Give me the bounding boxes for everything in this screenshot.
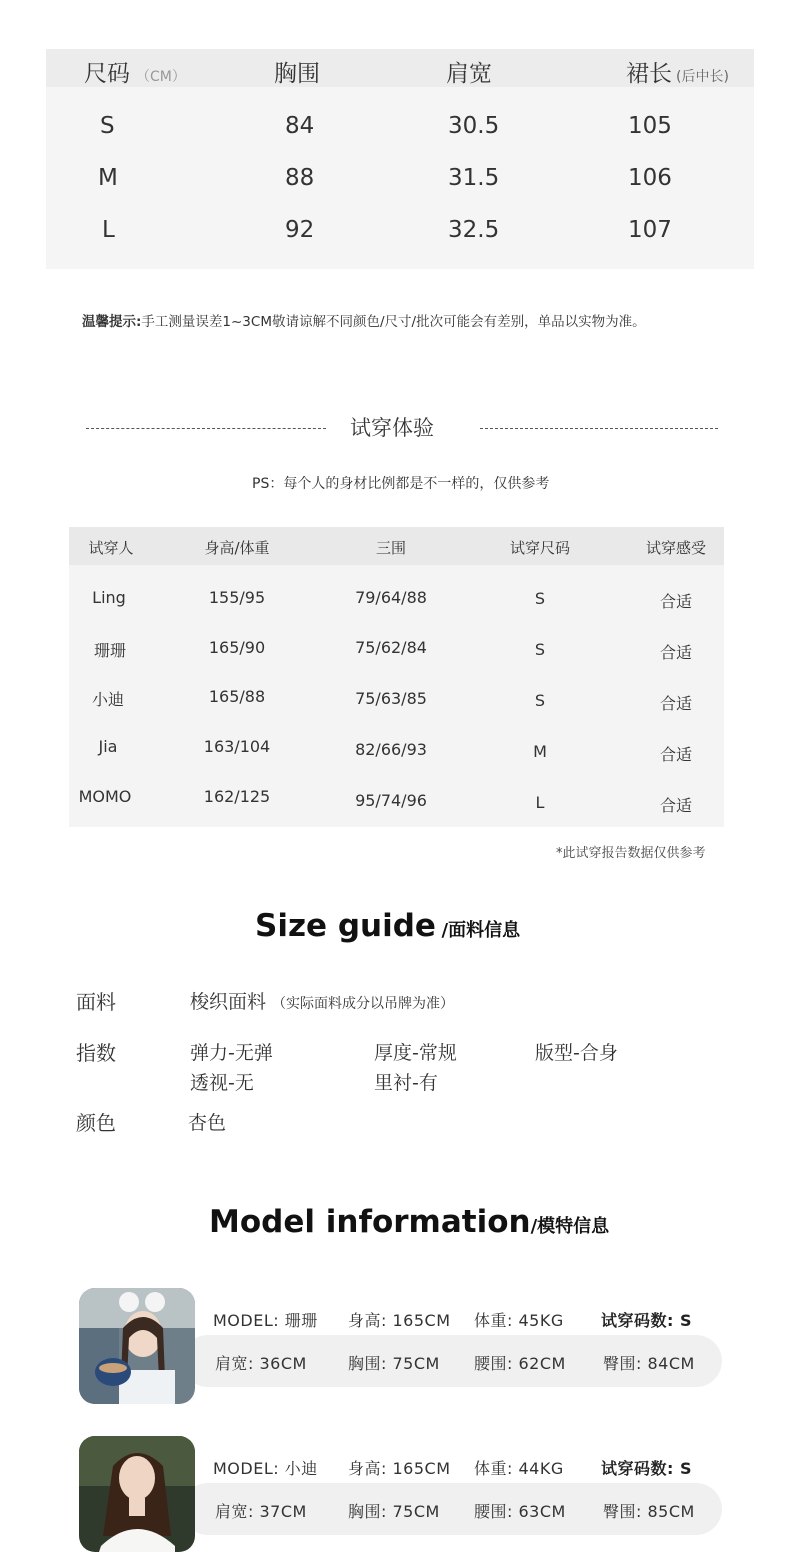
model-2-weight: 体重: 44KG [474, 1459, 564, 1478]
model-2-shoulder: 肩宽: 37CM [215, 1502, 307, 1521]
size-row-s-bust: 84 [285, 113, 315, 139]
model-1-photo-image [79, 1288, 195, 1404]
model-2-name: MODEL: 小迪 [213, 1459, 318, 1478]
index-key: 指数 [76, 1041, 116, 1065]
fit-row-3-height-weight: 165/88 [208, 687, 266, 706]
index-lining: 里衬-有 [374, 1072, 438, 1094]
model-2-size: 试穿码数: S [601, 1459, 692, 1478]
size-header-bust: 胸围 [274, 61, 320, 87]
fit-row-3-person: 小迪 [91, 690, 125, 709]
fit-header-height-weight: 身高/体重 [204, 539, 270, 557]
model-1-size: 试穿码数: S [601, 1311, 692, 1330]
fabric-value: 梭织面料 （实际面料成分以吊牌为准） [190, 991, 455, 1013]
model-1-height: 身高: 165CM [348, 1311, 451, 1330]
fitting-title: 试穿体验 [350, 416, 434, 440]
fit-row-1-size: S [534, 589, 546, 608]
measurement-tip: 温馨提示:手工测量误差1~3CM敬请谅解不同颜色/尺寸/批次可能会有差别，单品以实物为准。 [82, 314, 646, 330]
index-elasticity: 弹力-无弹 [190, 1042, 273, 1064]
model-1-bust: 胸围: 75CM [348, 1354, 440, 1373]
size-row-s-shoulder: 30.5 [448, 113, 500, 139]
fit-row-4-height-weight: 163/104 [203, 737, 271, 756]
size-row-s-length: 105 [628, 113, 672, 139]
size-row-m-shoulder: 31.5 [448, 165, 500, 191]
model-info-title: Model information/模特信息 [209, 1204, 610, 1240]
fit-header-person: 试穿人 [88, 539, 134, 557]
size-row-m-size: M [98, 165, 118, 191]
model-1-shoulder: 肩宽: 36CM [215, 1354, 307, 1373]
fit-row-2-feel: 合适 [659, 643, 693, 662]
fit-row-5-feel: 合适 [659, 796, 693, 815]
fit-row-1-measurements: 79/64/88 [355, 588, 427, 607]
size-row-l-size: L [102, 217, 115, 243]
size-header-shoulder: 肩宽 [446, 61, 492, 87]
size-row-l-length: 107 [628, 217, 672, 243]
fit-header-measurements: 三围 [375, 539, 407, 557]
model-2-photo [79, 1436, 195, 1552]
size-guide-title: Size guide /面料信息 [255, 908, 521, 944]
fit-header-feel: 试穿感受 [645, 539, 707, 557]
size-header-length: 裙长 (后中长) [626, 61, 729, 87]
model-2-photo-image [79, 1436, 195, 1552]
fit-row-2-size: S [534, 640, 546, 659]
divider-right [480, 428, 718, 429]
fitting-note: *此试穿报告数据仅供参考 [556, 846, 706, 861]
fit-row-4-measurements: 82/66/93 [355, 740, 427, 759]
fit-row-2-height-weight: 165/90 [208, 638, 266, 657]
model-1-hip: 臀围: 84CM [603, 1354, 695, 1373]
fit-row-1-height-weight: 155/95 [208, 588, 266, 607]
color-value: 杏色 [188, 1112, 227, 1134]
index-fit: 版型-合身 [535, 1042, 618, 1064]
model-2-hip: 臀围: 85CM [603, 1502, 695, 1521]
fit-row-3-measurements: 75/63/85 [355, 689, 427, 708]
fit-row-2-person: 珊珊 [93, 641, 127, 660]
fit-row-5-measurements: 95/74/96 [355, 791, 427, 810]
fitting-ps: PS：每个人的身材比例都是不一样的，仅供参考 [252, 476, 550, 492]
size-row-m-length: 106 [628, 165, 672, 191]
model-1-name: MODEL: 珊珊 [213, 1311, 318, 1330]
fit-row-4-feel: 合适 [659, 745, 693, 764]
fit-row-3-size: S [534, 691, 546, 710]
fit-row-1-person: Ling [92, 588, 126, 607]
model-1-weight: 体重: 45KG [474, 1311, 564, 1330]
fabric-key: 面料 [76, 990, 116, 1014]
index-thickness: 厚度-常规 [374, 1042, 457, 1064]
fit-row-4-size: M [533, 742, 547, 761]
size-header-size: 尺码 （CM） [84, 61, 186, 87]
fit-header-size: 试穿尺码 [509, 539, 571, 557]
index-sheerness: 透视-无 [190, 1072, 254, 1094]
fit-row-5-size: L [535, 793, 545, 812]
fit-row-3-feel: 合适 [659, 694, 693, 713]
size-row-l-shoulder: 32.5 [448, 217, 500, 243]
fit-row-1-feel: 合适 [659, 592, 693, 611]
model-1-waist: 腰围: 62CM [474, 1354, 566, 1373]
size-row-l-bust: 92 [285, 217, 315, 243]
model-1-photo [79, 1288, 195, 1404]
fit-row-5-height-weight: 162/125 [203, 787, 271, 806]
size-row-s-size: S [100, 113, 115, 139]
color-key: 颜色 [76, 1111, 116, 1135]
model-2-bust: 胸围: 75CM [348, 1502, 440, 1521]
fit-row-4-person: Jia [98, 737, 118, 756]
size-table [46, 49, 754, 269]
model-2-height: 身高: 165CM [348, 1459, 451, 1478]
divider-left [86, 428, 326, 429]
size-row-m-bust: 88 [285, 165, 315, 191]
fit-row-5-person: MOMO [78, 787, 132, 806]
fit-row-2-measurements: 75/62/84 [355, 638, 427, 657]
fitting-table [69, 527, 724, 827]
model-2-waist: 腰围: 63CM [474, 1502, 566, 1521]
